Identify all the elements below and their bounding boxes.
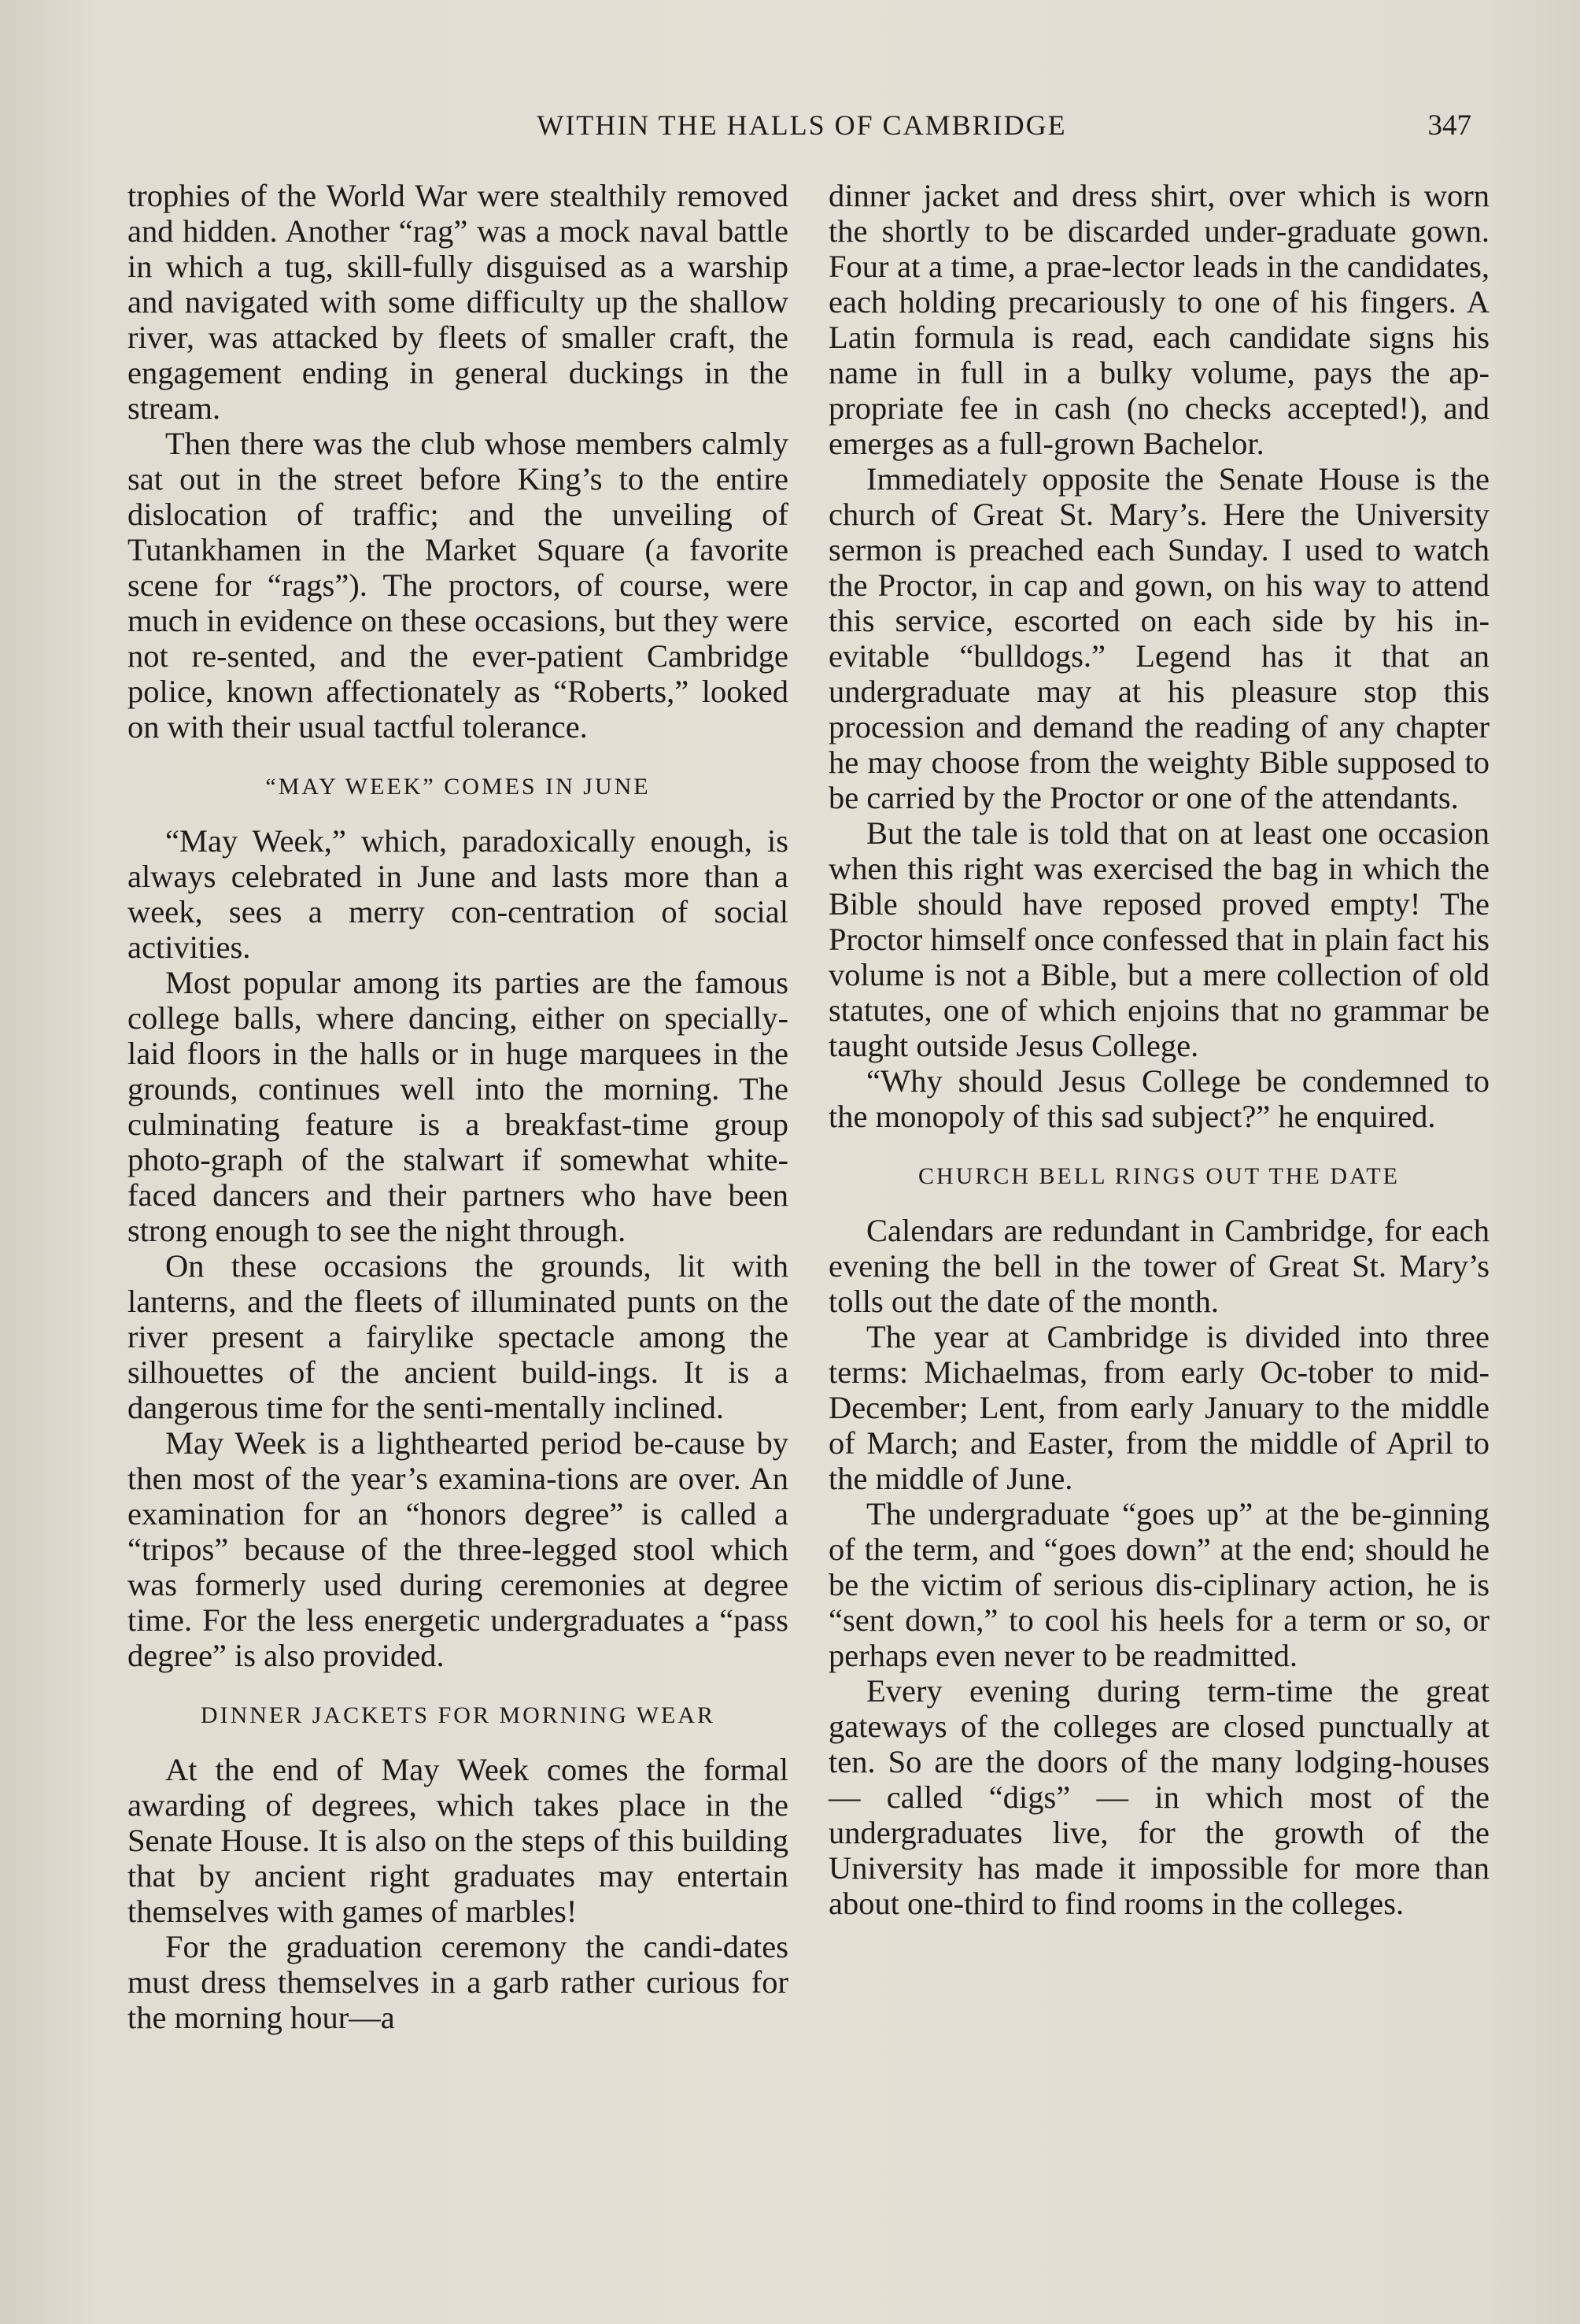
paragraph: May Week is a lighthearted period be-cause by then most of the year’s examina-tions are over. An examination for an “honors degree” is called a “tripos” because of the three-legged stool which was formerly used during ceremonies at degree time. For the less energetic undergraduates a “pass degree” is also provided.	[127, 1425, 788, 1673]
running-title: WITHIN THE HALLS OF CAMBRIDGE	[537, 109, 1067, 141]
paragraph: The undergraduate “goes up” at the be-ginning of the term, and “goes down” at the end; should he be the victim of serious dis-ciplinary action, he is “sent down,” to cool his heels for a term or so, or perhaps even never to be readmitted.	[829, 1496, 1490, 1673]
left-column	[127, 178, 788, 2035]
paragraph: But the tale is told that on at least one occasion when this right was exercised the bag in which the Bible should have reposed proved empty! The Proctor himself once confessed that in plain fact his volume is not a Bible, but a mere collection of old statutes, one of which enjoins that no grammar be taught outside Jesus College.	[829, 815, 1490, 1063]
paragraph: Then there was the club whose members calmly sat out in the street before King’s to the entire dislocation of traffic; and the unveiling of Tutankhamen in the Market Square (a favorite scene for “rags”). The proctors, of course, were much in evidence on these occasions, but they were not re-sented, and the ever-patient Cambridge police, known affectionately as “Roberts,” looked on with their usual tactful tolerance.	[127, 426, 788, 744]
section-heading-may-week: “MAY WEEK” COMES IN JUNE	[265, 774, 651, 800]
paragraph: On these occasions the grounds, lit with lanterns, and the fleets of illuminated punts on the river present a fairylike spectacle among the silhouettes of the ancient build-ings. It is a dangerous time for the senti-mentally inclined.	[127, 1248, 788, 1425]
paragraph: Immediately opposite the Senate House is the church of Great St. Mary’s. Here the University sermon is preached each Sunday. I used to watch the Proctor, in cap and gown, on his way to attend this service, escorted on each side by his in-evitable “bulldogs.” Legend has it that an undergraduate may at his pleasure stop this procession and demand the reading of any chapter he may choose from the weighty Bible supposed to be carried by the Proctor or one of the attendants.	[829, 461, 1490, 815]
right-column	[829, 178, 1490, 1921]
paragraph: Calendars are redundant in Cambridge, for each evening the bell in the tower of Great St. Mary’s tolls out the date of the month.	[829, 1213, 1490, 1319]
page-number: 347	[1427, 109, 1471, 142]
paragraph: trophies of the World War were stealthily removed and hidden. Another “rag” was a mock naval battle in which a tug, skill-fully disguised as a warship and navigated with some difficulty up the shallow river, was attacked by fleets of smaller craft, the engagement ending in general duckings in the stream.	[127, 178, 788, 426]
paragraph: Most popular among its parties are the famous college balls, where dancing, either on specially-laid floors in the halls or in huge marquees in the grounds, continues well into the morning. The culminating feature is a breakfast-time group photo-graph of the stalwart if somewhat white-faced dancers and their partners who have been strong enough to see the night through.	[127, 965, 788, 1248]
paragraph: The year at Cambridge is divided into three terms: Michaelmas, from early Oc-tober to mid-December; Lent, from early January to the middle of March; and Easter, from the middle of April to the middle of June.	[829, 1319, 1490, 1496]
paragraph: dinner jacket and dress shirt, over which is worn the shortly to be discarded under-graduate gown. Four at a time, a prae-lector leads in the candidates, each holding precariously to one of his fingers. A Latin formula is read, each candidate signs his name in full in a bulky volume, pays the ap-propriate fee in cash (no checks accepted!), and emerges as a full-grown Bachelor.	[829, 178, 1490, 461]
paragraph: For the graduation ceremony the candi-dates must dress themselves in a garb rather curious for the morning hour—a	[127, 1929, 788, 2035]
section-heading-church-bell: CHURCH BELL RINGS OUT THE DATE	[918, 1163, 1400, 1189]
paragraph: “May Week,” which, paradoxically enough, is always celebrated in June and lasts more than a week, sees a merry con-centration of social activities.	[127, 823, 788, 965]
page-header	[126, 109, 1478, 148]
section-heading-dinner-jackets: DINNER JACKETS FOR MORNING WEAR	[200, 1702, 716, 1728]
paragraph: “Why should Jesus College be condemned to the monopoly of this sad subject?” he enquired.	[829, 1063, 1490, 1134]
paragraph: Every evening during term-time the great gateways of the colleges are closed punctually at ten. So are the doors of the many lodging-houses — called “digs” — in which most of the undergraduates live, for the growth of the University has made it impossible for more than about one-third to find rooms in the colleges.	[829, 1673, 1490, 1921]
paragraph: At the end of May Week comes the formal awarding of degrees, which takes place in the Senate House. It is also on the steps of this building that by ancient right graduates may entertain themselves with games of marbles!	[127, 1752, 788, 1929]
